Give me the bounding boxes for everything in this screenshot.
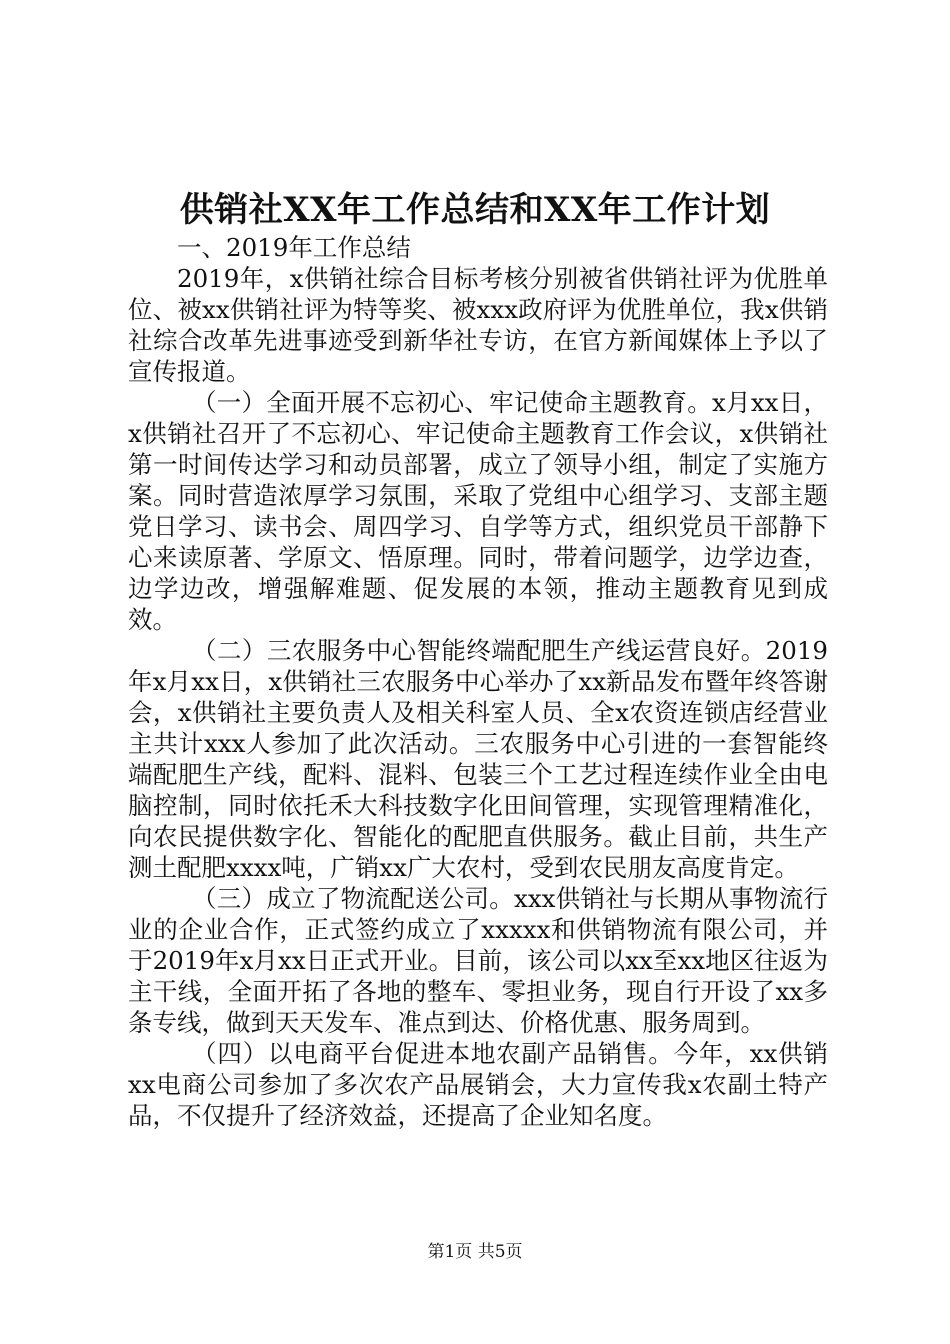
document-title: 供销社XX年工作总结和XX年工作计划 (179, 190, 771, 230)
paragraph-intro: 2019年，x供销社综合目标考核分别被省供销社评为优胜单位、被xx供销社评为特等奖、被xxx政府评为优胜单位，我x供销社综合改革先进事迹受到新华社专访，在官方新闻媒体上予以了宣传报道。 (128, 264, 828, 386)
document-body (128, 232, 828, 1131)
section-heading: 一、2019年工作总结 (177, 233, 411, 262)
paragraph-item-3: （三）成立了物流配送公司。xxx供销社与长期从事物流行业的企业合作，正式签约成立了xxxxx和供销物流有限公司，并于2019年x月xx日正式开业。目前，该公司以xx至xx地区往返为主干线，全面开拓了各地的整车、零担业务，现自行开设了xx多条专线，做到天天发车、准点到达、价格优惠、服务周到。 (128, 884, 828, 1037)
paragraph-item-2: （二）三农服务中心智能终端配肥生产线运营良好。2019年x月xx日，x供销社三农服务中心举办了xx新品发布暨年终答谢会，x供销社主要负责人及相关科室人员、全x农资连锁店经营业主共计xxx人参加了此次活动。三农服务中心引进的一套智能终端配肥生产线，配料、混料、包装三个工艺过程连续作业全由电脑控制，同时依托禾大科技数字化田间管理，实现管理精准化，向农民提供数字化、智能化的配肥直供服务。截止目前，共生产测土配肥xxxx吨，广销xx广大农村，受到农民朋友高度肯定。 (128, 636, 828, 882)
paragraph-item-1: （一）全面开展不忘初心、牢记使命主题教育。x月xx日，x供销社召开了不忘初心、牢记使命主题教育工作会议，x供销社第一时间传达学习和动员部署，成立了领导小组，制定了实施方案。同时营造浓厚学习氛围，采取了党组中心组学习、支部主题党日学习、读书会、周四学习、自学等方式，组织党员干部静下心来读原著、学原文、悟原理。同时，带着问题学，边学边查，边学边改，增强解难题、促发展的本领，推动主题教育见到成效。 (128, 388, 828, 634)
paragraph-item-4: （四）以电商平台促进本地农副产品销售。今年，xx供销xx电商公司参加了多次农产品展销会，大力宣传我x农副土特产品，不仅提升了经济效益，还提高了企业知名度。 (128, 1039, 828, 1130)
page-number-footer: 第1页 共5页 (427, 1242, 523, 1262)
